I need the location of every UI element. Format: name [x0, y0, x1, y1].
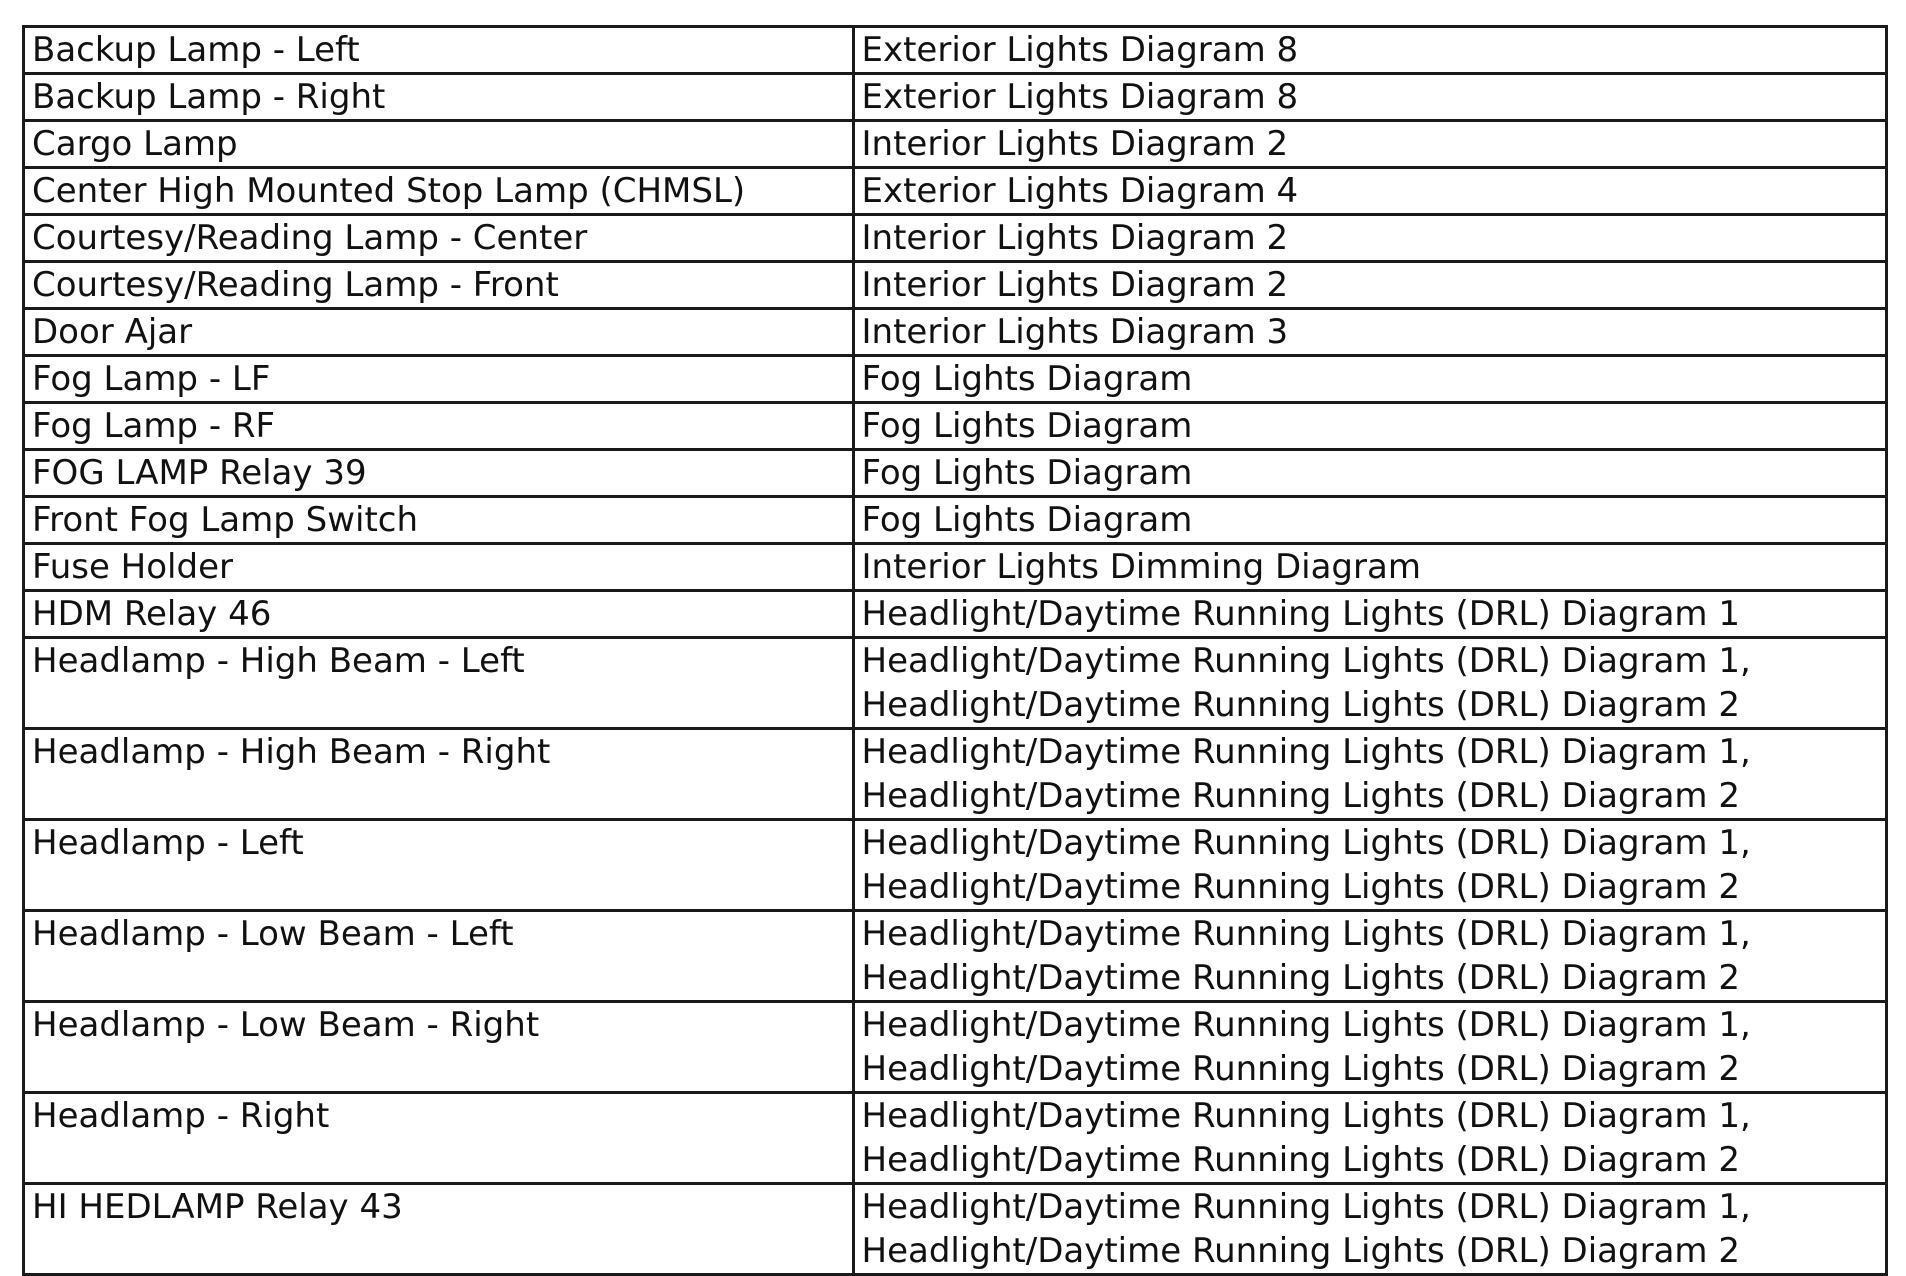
component-cell: Backup Lamp - Right [25, 74, 853, 121]
diagram-reference: Interior Lights Diagram 3 [861, 312, 1289, 352]
diagram-cell [853, 729, 1885, 820]
component-cell: Cargo Lamp [25, 121, 853, 168]
diagram-cell [853, 638, 1885, 729]
diagram-reference: Headlight/Daytime Running Lights (DRL) Diagram 2 [861, 1049, 1740, 1089]
table-row [25, 262, 1885, 309]
component-diagram-table [25, 28, 1885, 1273]
diagram-reference: Interior Lights Diagram 2 [861, 124, 1289, 164]
diagram-reference: Fog Lights Diagram [861, 406, 1193, 446]
diagram-reference: Headlight/Daytime Running Lights (DRL) Diagram 1, [861, 823, 1751, 863]
table-row [25, 403, 1885, 450]
component-cell: Headlamp - Low Beam - Left [25, 911, 853, 1002]
diagram-reference: Headlight/Daytime Running Lights (DRL) Diagram 1, [861, 732, 1751, 772]
diagram-reference: Headlight/Daytime Running Lights (DRL) Diagram 2 [861, 685, 1740, 725]
table-row [25, 544, 1885, 591]
diagram-cell [853, 450, 1885, 497]
diagram-reference: Headlight/Daytime Running Lights (DRL) Diagram 2 [861, 867, 1740, 907]
table-body [25, 28, 1885, 1273]
component-cell: FOG LAMP Relay 39 [25, 450, 853, 497]
diagram-reference: Exterior Lights Diagram 8 [861, 77, 1299, 117]
component-cell: Headlamp - High Beam - Left [25, 638, 853, 729]
component-cell: Headlamp - Left [25, 820, 853, 911]
component-cell: Headlamp - Right [25, 1093, 853, 1184]
diagram-cell [853, 544, 1885, 591]
component-cell: HDM Relay 46 [25, 591, 853, 638]
table-row [25, 1002, 1885, 1093]
diagram-reference: Interior Lights Diagram 2 [861, 265, 1289, 305]
component-cell: Fog Lamp - LF [25, 356, 853, 403]
diagram-reference: Exterior Lights Diagram 4 [861, 171, 1299, 211]
table-row [25, 168, 1885, 215]
table-row [25, 74, 1885, 121]
diagram-reference: Headlight/Daytime Running Lights (DRL) Diagram 2 [861, 776, 1740, 816]
diagram-cell [853, 1002, 1885, 1093]
component-cell: Courtesy/Reading Lamp - Front [25, 262, 853, 309]
component-cell: Courtesy/Reading Lamp - Center [25, 215, 853, 262]
table-row [25, 911, 1885, 1002]
diagram-cell [853, 820, 1885, 911]
component-cell: Center High Mounted Stop Lamp (CHMSL) [25, 168, 853, 215]
diagram-reference: Headlight/Daytime Running Lights (DRL) Diagram 2 [861, 1140, 1740, 1180]
diagram-cell [853, 121, 1885, 168]
diagram-cell [853, 28, 1885, 74]
diagram-cell [853, 356, 1885, 403]
table-row [25, 729, 1885, 820]
table-row [25, 450, 1885, 497]
component-diagram-table-frame [22, 25, 1888, 1276]
diagram-cell [853, 591, 1885, 638]
table-row [25, 820, 1885, 911]
table-row [25, 1093, 1885, 1184]
component-cell: HI HEDLAMP Relay 43 [25, 1184, 853, 1274]
component-cell: Fog Lamp - RF [25, 403, 853, 450]
diagram-reference: Fog Lights Diagram [861, 359, 1193, 399]
component-cell: Backup Lamp - Left [25, 28, 853, 74]
table-row [25, 1184, 1885, 1274]
table-row [25, 356, 1885, 403]
table-row [25, 121, 1885, 168]
diagram-reference: Headlight/Daytime Running Lights (DRL) Diagram 2 [861, 1231, 1740, 1271]
diagram-reference: Headlight/Daytime Running Lights (DRL) Diagram 1, [861, 1096, 1751, 1136]
table-row [25, 309, 1885, 356]
diagram-cell [853, 1184, 1885, 1274]
component-cell: Headlamp - Low Beam - Right [25, 1002, 853, 1093]
diagram-reference: Headlight/Daytime Running Lights (DRL) Diagram 1, [861, 1005, 1751, 1045]
table-row [25, 215, 1885, 262]
component-cell: Front Fog Lamp Switch [25, 497, 853, 544]
diagram-reference: Interior Lights Dimming Diagram [861, 547, 1421, 587]
diagram-cell [853, 911, 1885, 1002]
diagram-cell [853, 497, 1885, 544]
diagram-cell [853, 309, 1885, 356]
diagram-reference: Headlight/Daytime Running Lights (DRL) Diagram 1, [861, 914, 1751, 954]
diagram-cell [853, 215, 1885, 262]
diagram-cell [853, 262, 1885, 309]
diagram-reference: Headlight/Daytime Running Lights (DRL) Diagram 2 [861, 958, 1740, 998]
diagram-cell [853, 168, 1885, 215]
diagram-cell [853, 1093, 1885, 1184]
component-cell: Headlamp - High Beam - Right [25, 729, 853, 820]
diagram-cell [853, 74, 1885, 121]
component-cell: Fuse Holder [25, 544, 853, 591]
diagram-reference: Fog Lights Diagram [861, 500, 1193, 540]
diagram-cell [853, 403, 1885, 450]
table-row [25, 28, 1885, 74]
diagram-reference: Interior Lights Diagram 2 [861, 218, 1289, 258]
table-row [25, 497, 1885, 544]
diagram-reference: Headlight/Daytime Running Lights (DRL) Diagram 1, [861, 641, 1751, 681]
table-row [25, 638, 1885, 729]
component-cell: Door Ajar [25, 309, 853, 356]
diagram-reference: Fog Lights Diagram [861, 453, 1193, 493]
diagram-reference: Headlight/Daytime Running Lights (DRL) Diagram 1, [861, 1187, 1751, 1227]
diagram-reference: Headlight/Daytime Running Lights (DRL) Diagram 1 [861, 594, 1740, 634]
table-row [25, 591, 1885, 638]
diagram-reference: Exterior Lights Diagram 8 [861, 30, 1299, 70]
